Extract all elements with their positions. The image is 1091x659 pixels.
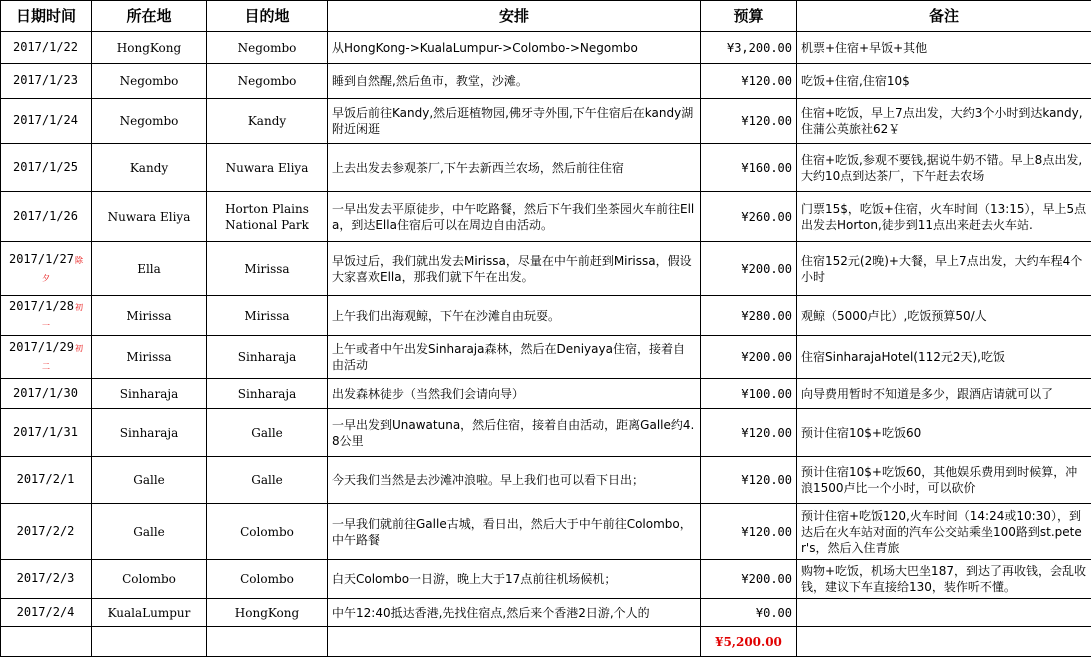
note-cell[interactable]: 住宿+吃饭,参观不要钱,据说牛奶不错。早上8点出发,大约10点到达茶厂，下午赶去农场 (797, 144, 1091, 192)
from-cell[interactable]: Ella (92, 242, 207, 296)
date-cell[interactable]: 2017/2/1 (1, 457, 92, 504)
date-cell[interactable]: 2017/1/26 (1, 192, 92, 242)
table-row (1, 409, 1091, 457)
from-cell[interactable]: Sinharaja (92, 379, 207, 409)
from-cell[interactable]: Colombo (92, 560, 207, 599)
plan-cell[interactable]: 一早出发到Unawatuna，然后住宿，接着自由活动，距离Galle约4.8公里 (328, 409, 701, 457)
from-cell[interactable]: HongKong (92, 32, 207, 64)
note-cell[interactable]: 吃饭+住宿,住宿10$ (797, 64, 1091, 99)
date-cell[interactable]: 2017/1/28初一 (1, 296, 92, 336)
date-cell[interactable]: 2017/2/4 (1, 599, 92, 627)
date-cell[interactable]: 2017/1/27除夕 (1, 242, 92, 296)
budget-cell[interactable]: ¥200.00 (701, 336, 797, 379)
note-cell[interactable]: 住宿152元(2晚)+大餐，早上7点出发，大约车程4个小时 (797, 242, 1091, 296)
note-cell[interactable]: 预计住宿10$+吃饭60 (797, 409, 1091, 457)
empty-cell[interactable] (92, 627, 207, 657)
table-row (1, 242, 1091, 296)
to-cell[interactable]: Colombo (207, 560, 328, 599)
budget-cell[interactable]: ¥120.00 (701, 504, 797, 560)
total-budget-cell[interactable]: ¥5,200.00 (701, 627, 797, 657)
date-cell[interactable]: 2017/1/24 (1, 99, 92, 144)
empty-cell[interactable] (797, 627, 1091, 657)
to-cell[interactable]: HongKong (207, 599, 328, 627)
header-date[interactable]: 日期时间 (1, 1, 92, 32)
plan-cell[interactable]: 早饭过后，我们就出发去Mirissa，尽量在中午前赶到Mirissa，假设大家喜欢Ella，那我们就下午在出发。 (328, 242, 701, 296)
table-row (1, 379, 1091, 409)
to-cell[interactable]: Sinharaja (207, 379, 328, 409)
plan-cell[interactable]: 从HongKong->KualaLumpur->Colombo->Negombo (328, 32, 701, 64)
budget-cell[interactable]: ¥120.00 (701, 409, 797, 457)
table-row (1, 192, 1091, 242)
budget-cell[interactable]: ¥0.00 (701, 599, 797, 627)
budget-cell[interactable]: ¥280.00 (701, 296, 797, 336)
from-cell[interactable]: Mirissa (92, 296, 207, 336)
budget-cell[interactable]: ¥200.00 (701, 242, 797, 296)
to-cell[interactable]: Mirissa (207, 296, 328, 336)
plan-cell[interactable]: 一早出发去平原徒步，中午吃路餐，然后下午我们坐茶园火车前往Ella，到达Ella住宿后可以在周边自由活动。 (328, 192, 701, 242)
from-cell[interactable]: Mirissa (92, 336, 207, 379)
to-cell[interactable]: Negombo (207, 64, 328, 99)
date-cell[interactable]: 2017/1/22 (1, 32, 92, 64)
budget-cell[interactable]: ¥200.00 (701, 560, 797, 599)
table-row (1, 560, 1091, 599)
total-row (1, 627, 1091, 657)
plan-cell[interactable]: 出发森林徒步（当然我们会请向导） (328, 379, 701, 409)
budget-cell[interactable]: ¥260.00 (701, 192, 797, 242)
plan-cell[interactable]: 上午我们出海观鲸，下午在沙滩自由玩耍。 (328, 296, 701, 336)
to-cell[interactable]: Sinharaja (207, 336, 328, 379)
header-to[interactable]: 目的地 (207, 1, 328, 32)
from-cell[interactable]: Negombo (92, 64, 207, 99)
empty-cell[interactable] (1, 627, 92, 657)
empty-cell[interactable] (207, 627, 328, 657)
note-cell[interactable]: 住宿SinharajaHotel(112元2天),吃饭 (797, 336, 1091, 379)
note-cell[interactable]: 向导费用暂时不知道是多少，跟酒店请就可以了 (797, 379, 1091, 409)
date-cell[interactable]: 2017/1/30 (1, 379, 92, 409)
header-row (1, 1, 1091, 32)
note-cell[interactable]: 观鲸（5000卢比）,吃饭预算50/人 (797, 296, 1091, 336)
plan-cell[interactable]: 上去出发去参观茶厂,下午去新西兰农场，然后前往住宿 (328, 144, 701, 192)
budget-cell[interactable]: ¥120.00 (701, 457, 797, 504)
to-cell[interactable]: Nuwara Eliya (207, 144, 328, 192)
note-cell[interactable]: 购物+吃饭，机场大巴坐187，到达了再收钱，会乱收钱，建议下车直接给130，装作听不懂。 (797, 560, 1091, 599)
plan-cell[interactable]: 今天我们当然是去沙滩冲浪啦。早上我们也可以看下日出； (328, 457, 701, 504)
to-cell[interactable]: Negombo (207, 32, 328, 64)
header-from[interactable]: 所在地 (92, 1, 207, 32)
note-cell[interactable]: 预计住宿+吃饭120,火车时间（14:24或10:30），到达后在火车站对面的汽车公交站乘坐100路到st.peter's，然后入住青旅 (797, 504, 1091, 560)
plan-cell[interactable]: 睡到自然醒,然后鱼市，教堂，沙滩。 (328, 64, 701, 99)
date-cell[interactable]: 2017/2/2 (1, 504, 92, 560)
to-cell[interactable]: Kandy (207, 99, 328, 144)
to-cell[interactable]: Horton Plains National Park (207, 192, 328, 242)
table-row (1, 599, 1091, 627)
table-row (1, 32, 1091, 64)
budget-cell[interactable]: ¥160.00 (701, 144, 797, 192)
to-cell[interactable]: Galle (207, 457, 328, 504)
to-cell[interactable]: Colombo (207, 504, 328, 560)
header-budget[interactable]: 预算 (701, 1, 797, 32)
plan-cell[interactable]: 早饭后前往Kandy,然后逛植物园,佛牙寺外围,下午住宿后在kandy湖附近闲逛 (328, 99, 701, 144)
date-cell[interactable]: 2017/2/3 (1, 560, 92, 599)
table-row (1, 336, 1091, 379)
note-cell[interactable]: 机票+住宿+早饭+其他 (797, 32, 1091, 64)
from-cell[interactable]: Negombo (92, 99, 207, 144)
date-cell[interactable]: 2017/1/23 (1, 64, 92, 99)
note-cell[interactable]: 住宿+吃饭，早上7点出发，大约3个小时到达kandy,住蒲公英旅社62￥ (797, 99, 1091, 144)
header-plan[interactable]: 安排 (328, 1, 701, 32)
from-cell[interactable]: KualaLumpur (92, 599, 207, 627)
header-note[interactable]: 备注 (797, 1, 1091, 32)
to-cell[interactable]: Mirissa (207, 242, 328, 296)
table-row (1, 64, 1091, 99)
budget-cell[interactable]: ¥120.00 (701, 99, 797, 144)
budget-cell[interactable]: ¥3,200.00 (701, 32, 797, 64)
plan-cell[interactable]: 一早我们就前往Galle古城，看日出，然后大于中午前往Colombo，中午路餐 (328, 504, 701, 560)
budget-cell[interactable]: ¥120.00 (701, 64, 797, 99)
note-cell[interactable]: 门票15$，吃饭+住宿，火车时间（13:15），早上5点出发去Horton,徒步到11点出来赶去火车站. (797, 192, 1091, 242)
date-cell[interactable]: 2017/1/31 (1, 409, 92, 457)
table-row (1, 296, 1091, 336)
table-row (1, 144, 1091, 192)
note-cell[interactable]: 预计住宿10$+吃饭60，其他娱乐费用到时候算，冲浪1500卢比一个小时，可以砍价 (797, 457, 1091, 504)
date-cell[interactable]: 2017/1/25 (1, 144, 92, 192)
table-row (1, 457, 1091, 504)
empty-cell[interactable] (328, 627, 701, 657)
plan-cell[interactable]: 上午或者中午出发Sinharaja森林，然后在Deniyaya住宿，接着自由活动 (328, 336, 701, 379)
from-cell[interactable]: Galle (92, 504, 207, 560)
note-cell[interactable] (797, 599, 1091, 627)
to-cell[interactable]: Galle (207, 409, 328, 457)
plan-cell[interactable]: 中午12:40抵达香港,先找住宿点,然后来个香港2日游,个人的 (328, 599, 701, 627)
budget-cell[interactable]: ¥100.00 (701, 379, 797, 409)
plan-cell[interactable]: 白天Colombo一日游，晚上大于17点前往机场候机； (328, 560, 701, 599)
from-cell[interactable]: Nuwara Eliya (92, 192, 207, 242)
table-row (1, 504, 1091, 560)
table-row (1, 99, 1091, 144)
from-cell[interactable]: Kandy (92, 144, 207, 192)
from-cell[interactable]: Sinharaja (92, 409, 207, 457)
from-cell[interactable]: Galle (92, 457, 207, 504)
date-cell[interactable]: 2017/1/29初二 (1, 336, 92, 379)
